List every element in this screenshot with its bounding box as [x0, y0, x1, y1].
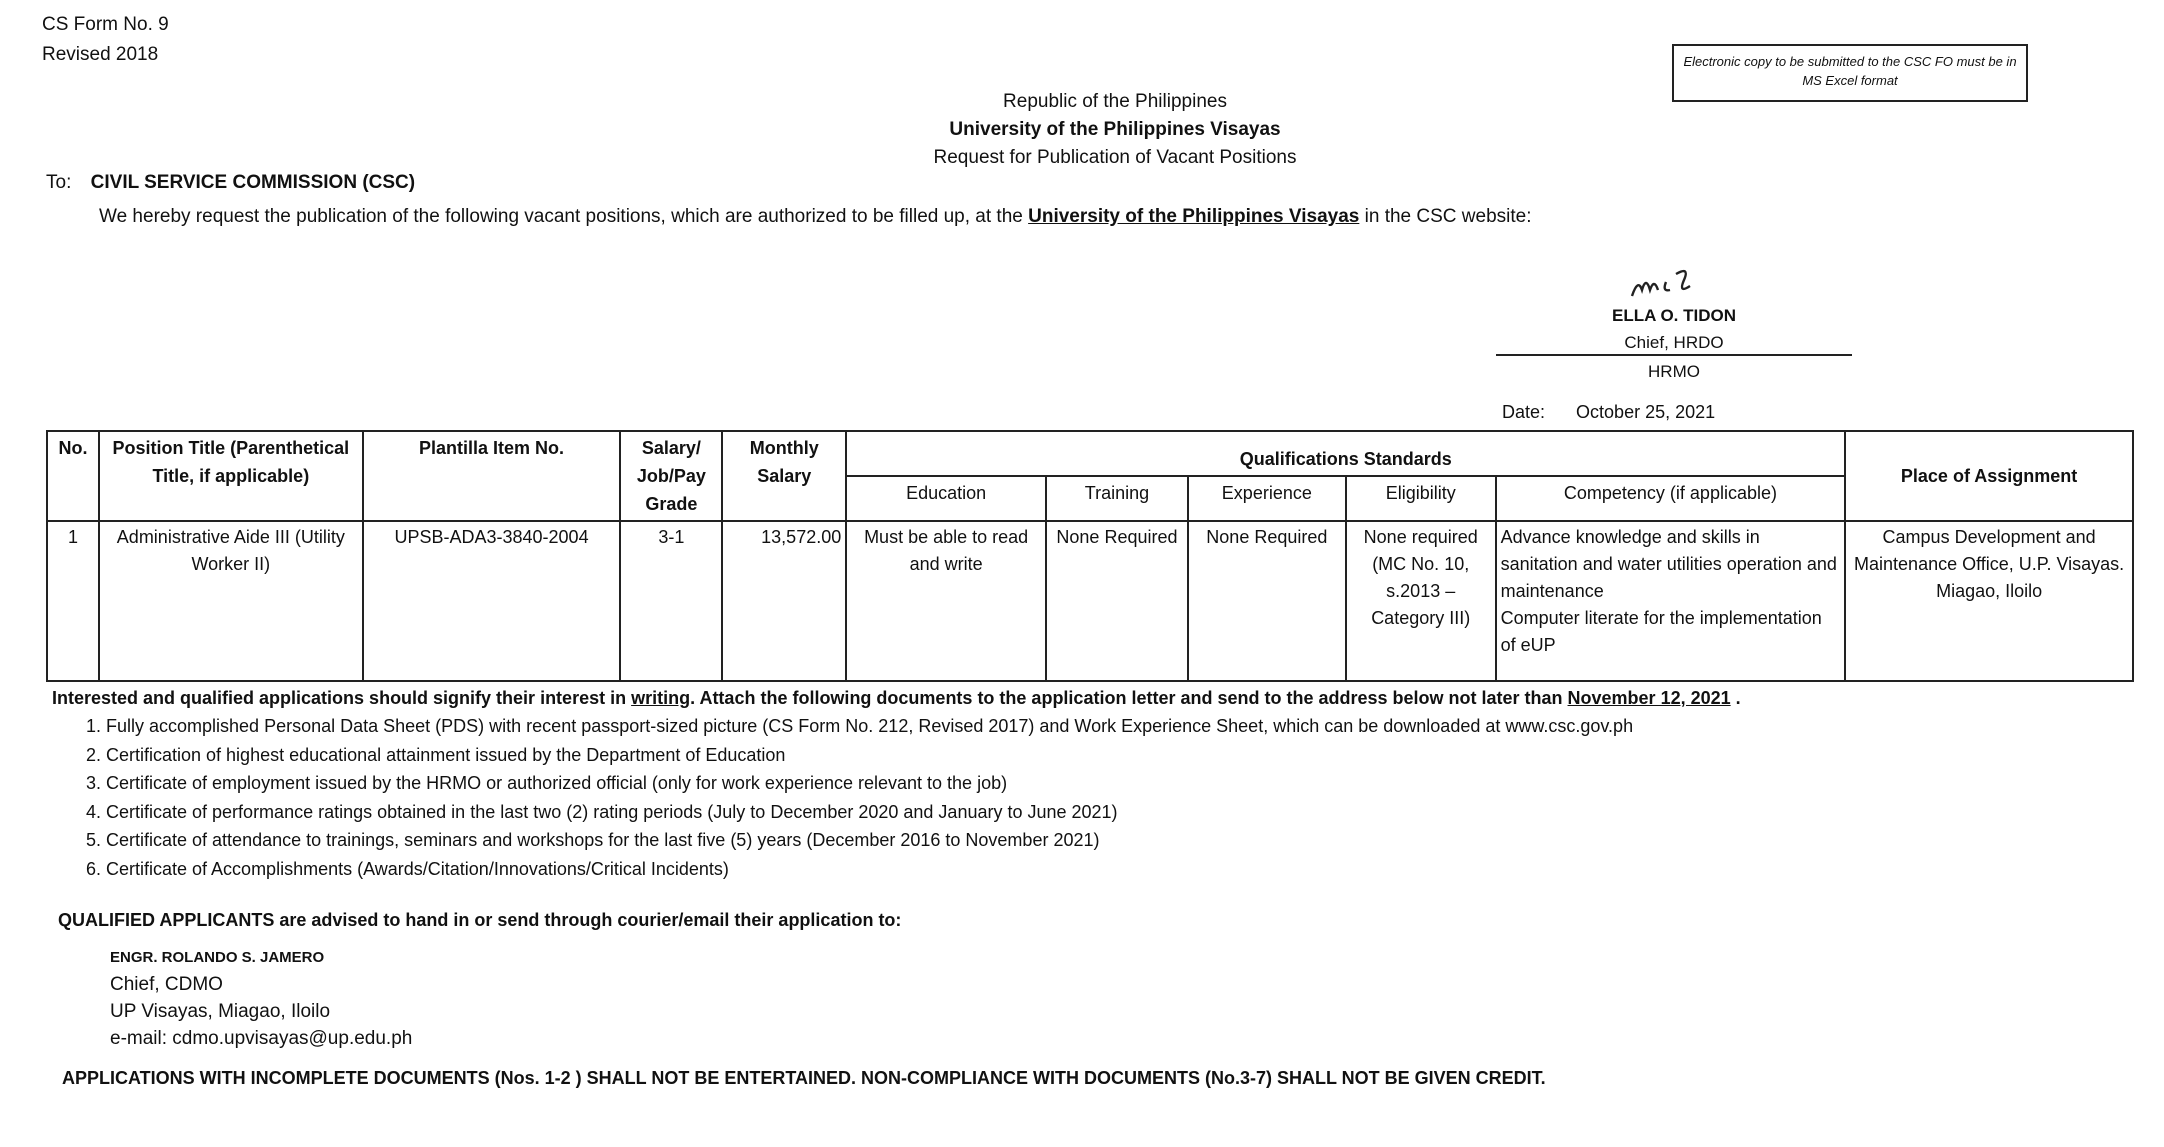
request-text-after: in the CSC website:: [1364, 206, 1532, 227]
contact-name: ENGR. ROLANDO S. JAMERO: [110, 949, 325, 966]
cell-plantilla: UPSB-ADA3-3840-2004: [363, 521, 621, 681]
header-education: Education: [846, 476, 1046, 521]
form-revised: Revised 2018: [42, 44, 159, 65]
list-item: 4. Certificate of performance ratings obtained in the last two (2) rating periods (July to December 2020 and January to June 2021): [106, 798, 1633, 827]
contact-email: e-mail: cdmo.upvisayas@up.edu.ph: [110, 1028, 413, 1049]
cell-experience: None Required: [1188, 521, 1346, 681]
republic-line: Republic of the Philippines: [1003, 91, 1227, 112]
final-note: APPLICATIONS WITH INCOMPLETE DOCUMENTS (Nos. 1-2 ) SHALL NOT BE ENTERTAINED. NON-COMPLIANCE WITH DOCUMENTS (No.3-7) SHALL NOT BE GIVEN CREDIT.: [62, 1068, 1546, 1088]
cell-place: Campus Development and Maintenance Office, U.P. Visayas. Miagao, Iloilo: [1845, 521, 2133, 681]
contact-title: Chief, CDMO: [110, 974, 223, 995]
to-label: To:: [46, 172, 72, 193]
electronic-copy-note: Electronic copy to be submitted to the CSC FO must be in MS Excel format: [1672, 44, 2028, 102]
contact-block: [110, 944, 412, 1052]
instructions-deadline: November 12, 2021: [1567, 688, 1731, 708]
header-salary-grade: Salary/ Job/Pay Grade: [620, 431, 722, 521]
cell-monthly-salary: 13,572.00: [722, 521, 846, 681]
table-row: [47, 521, 2133, 681]
signatory-block: [1496, 302, 1852, 385]
signatory-title: Chief, HRDO: [1624, 333, 1724, 352]
header-qualifications: Qualifications Standards: [846, 431, 1845, 476]
recipient-name: CIVIL SERVICE COMMISSION (CSC): [90, 172, 416, 193]
date-value: October 25, 2021: [1576, 402, 1716, 422]
instructions-writing: writing: [631, 688, 691, 708]
recipient-line: [46, 172, 415, 194]
header-eligibility: Eligibility: [1346, 476, 1496, 521]
cell-eligibility: None required (MC No. 10, s.2013 – Category III): [1346, 521, 1496, 681]
header-plantilla: Plantilla Item No.: [363, 431, 621, 521]
header-competency: Competency (if applicable): [1496, 476, 1846, 521]
request-university: University of the Philippines Visayas: [1028, 206, 1360, 227]
request-text-before: We hereby request the publication of the following vacant positions, which are authorized to be filled up, at the: [99, 206, 1023, 227]
form-number-block: [42, 10, 169, 70]
competency-item-1: Advance knowledge and skills in sanitation and water utilities operation and maintenance: [1500, 527, 1837, 601]
list-item: 3. Certificate of employment issued by the HRMO or authorized official (only for work experience relevant to the job): [106, 769, 1633, 798]
header-monthly-salary: Monthly Salary: [722, 431, 846, 521]
signatory-role: HRMO: [1648, 362, 1700, 381]
header-position-title: Position Title (Parenthetical Title, if applicable): [99, 431, 363, 521]
header-no: No.: [47, 431, 99, 521]
signatory-name: ELLA O. TIDON: [1611, 306, 1737, 325]
cell-position-title: Administrative Aide III (Utility Worker II): [99, 521, 363, 681]
header-experience: Experience: [1188, 476, 1346, 521]
university-line: University of the Philippines Visayas: [949, 119, 1281, 140]
list-item: 5. Certificate of attendance to trainings, seminars and workshops for the last five (5) years (December 2016 to November 2021): [106, 826, 1633, 855]
signature-mark: [1628, 256, 1708, 306]
qualified-applicants-note: QUALIFIED APPLICANTS are advised to hand in or send through courier/email their application to:: [58, 910, 902, 930]
document-header: [0, 88, 2164, 172]
header-place: Place of Assignment: [1845, 431, 2133, 521]
date-line: [1502, 402, 1715, 423]
date-label: Date:: [1502, 402, 1546, 422]
cell-training: None Required: [1046, 521, 1188, 681]
table-header-row: [47, 431, 2133, 476]
vacant-positions-table: [46, 430, 2134, 682]
list-item: 1. Fully accomplished Personal Data Sheet (PDS) with recent passport-sized picture (CS Form No. 212, Revised 2017) and Work Experience Sheet, which can be downloaded at www.csc.gov.ph: [106, 712, 1633, 741]
competency-item-2: Computer literate for the implementation of eUP: [1500, 608, 1822, 655]
instructions-part1: Interested and qualified applications should signify their interest in: [52, 688, 627, 708]
contact-address: UP Visayas, Miagao, Iloilo: [110, 1001, 331, 1022]
header-training: Training: [1046, 476, 1188, 521]
subtitle-line: Request for Publication of Vacant Positions: [933, 147, 1297, 168]
list-item: 6. Certificate of Accomplishments (Awards/Citation/Innovations/Critical Incidents): [106, 855, 1633, 884]
cell-competency: [1496, 521, 1846, 681]
list-item: 2. Certification of highest educational attainment issued by the Department of Education: [106, 741, 1633, 770]
cell-education: Must be able to read and write: [846, 521, 1046, 681]
required-documents-list: [64, 712, 1633, 883]
cell-salary-grade: 3-1: [620, 521, 722, 681]
cell-no: 1: [47, 521, 99, 681]
form-number: CS Form No. 9: [42, 14, 169, 35]
instructions-part2: . Attach the following documents to the application letter and send to the address below not later than: [690, 688, 1563, 708]
signature-line: [1496, 354, 1852, 356]
request-paragraph: [99, 206, 1531, 228]
instructions-part3: .: [1735, 688, 1741, 708]
instructions-line: [52, 688, 1741, 709]
